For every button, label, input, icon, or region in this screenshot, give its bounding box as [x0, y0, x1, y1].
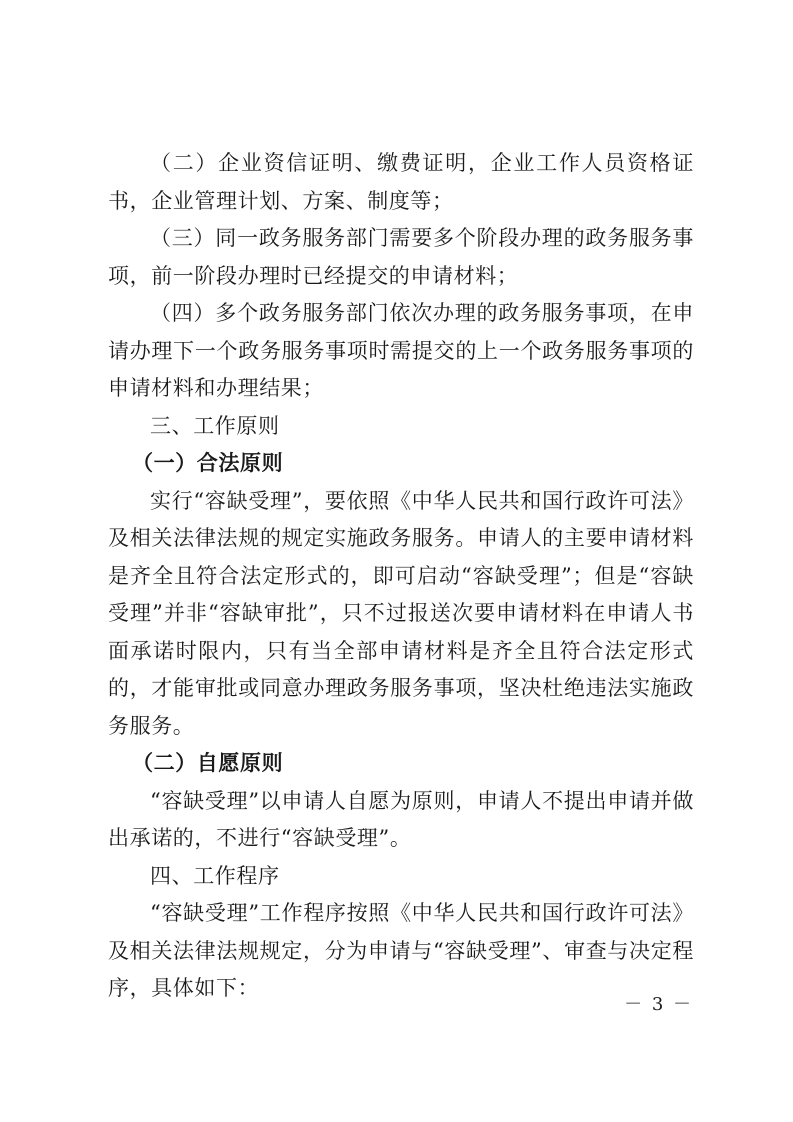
document-body — [108, 145, 694, 1008]
paragraph-enterprise-credit: （二）企业资信证明、缴费证明，企业工作人员资格证书，企业管理计划、方案、制度等； — [108, 151, 694, 213]
subheading-voluntary-principle: （二）自愿原则 — [132, 751, 284, 775]
paragraph-legal-principle: 实行“容缺受理”，要依照《中华人民共和国行政许可法》及相关法律法规的规定实施政务服务。申请人的主要申请材料是齐全且符合法定形式的，即可启动“容缺受理”；但是“容缺受理”并非“容缺审批”，只不过报送次要申请材料在申请人书面承诺时限内，只有当全部申请材料是齐全且符合法定形式的，才能审批或同意办理政务服务事项，坚决杜绝违法实施政务服务。 — [108, 488, 694, 738]
page-number: － 3 － — [624, 994, 693, 1015]
paragraph-voluntary-principle: “容缺受理”以申请人自愿为原则，申请人不提出申请并做出承诺的，不进行“容缺受理”。 — [108, 788, 694, 850]
subheading-legal-principle: （一）合法原则 — [132, 451, 284, 475]
paragraph-multiple-departments: （四）多个政务服务部门依次办理的政务服务事项，在申请办理下一个政务服务事项时需提交的上一个政务服务事项的申请材料和办理结果； — [108, 301, 694, 400]
paragraph-same-department: （三）同一政务服务部门需要多个阶段办理的政务服务事项，前一阶段办理时已经提交的申请材料； — [108, 226, 694, 288]
heading-work-procedure: 四、工作程序 — [150, 863, 280, 888]
heading-work-principles: 三、工作原则 — [150, 413, 280, 438]
paragraph-work-procedure: “容缺受理”工作程序按照《中华人民共和国行政许可法》及相关法律法规规定，分为申请与“容缺受理”、审查与决定程序，具体如下： — [108, 901, 694, 1000]
